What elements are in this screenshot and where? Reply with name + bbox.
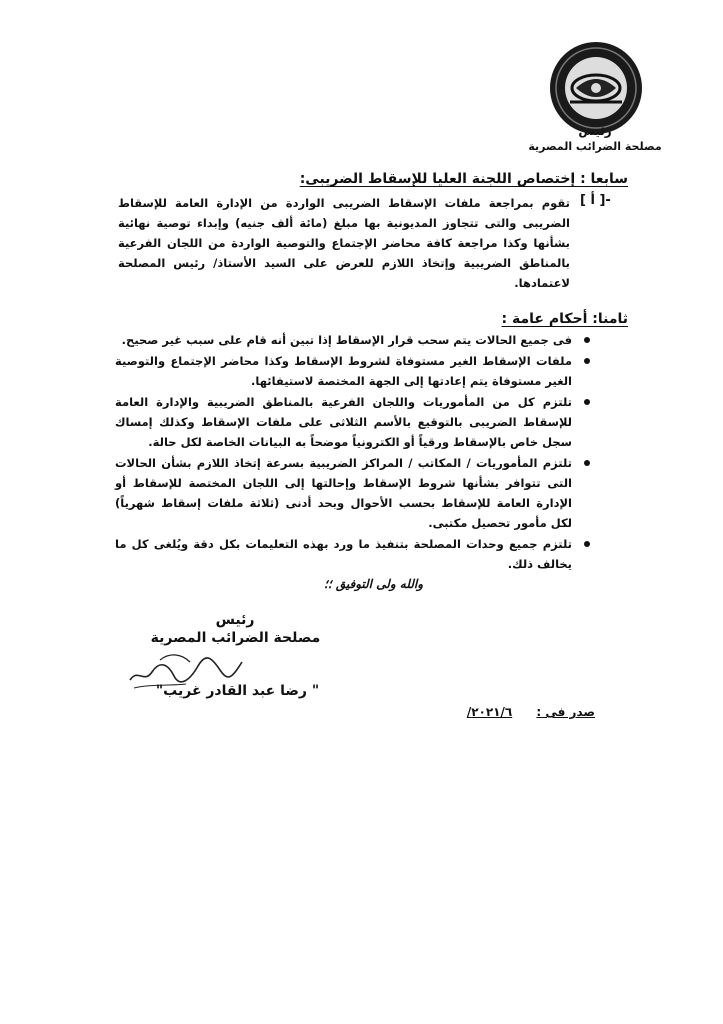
list-item [115,534,590,574]
list-item-text: تلتزم كل من المأموريات واللجان الفرعية بالمناطق الضريبية والإدارة العامة للإسقاط الضريبى بالتوقيع بالأسم الثلاثى على ملفات الإسقاط وكذلك إمساك سجل خاص بالإسقاط ورقياً أو الكترونياً موضحاً به البيانات الخاصة لكل حالة. [115,395,572,449]
list-item-text: تلتزم المأموريات / المكاتب / المراكز الضريبية بسرعة إتخاذ اللازم بشأن الحالات التى تتوافر بشأنها شروط الإسقاط وإحالتها إلى اللجان المختصة للإسقاط أو الإدارة العامة للإسقاط بحسب الأحوال وبحد أدنى (ثلاثة ملفات إسقاط شهرياً) لكل مأمور تحصيل مكتبى. [115,456,572,530]
bullet-icon [584,460,590,466]
authority-title: رئيس [578,124,612,138]
item-marker-a: [ أ ]- [580,193,611,208]
list-item [115,453,590,533]
list-item-text: فى جميع الحالات يتم سحب قرار الإسقاط إذا تبين أنه قام على سبب غير صحيح. [121,333,572,347]
bullet-icon [584,337,590,343]
closing-phrase: والله ولى التوفيق ؛؛ [324,577,423,591]
authority-seal [548,40,644,136]
signatory-organization: مصلحة الضرائب المصرية [150,630,321,646]
list-item-text: تلتزم جميع وحدات المصلحة بتنفيذ ما ورد بهذه التعليمات بكل دقة ويُلغى كل ما يخالف ذلك. [115,537,572,571]
issue-date-label: صدر فى : [536,705,595,719]
issue-date-value: ٢٠٢١/٦/ [466,705,513,719]
list-item-text: ملفات الإسقاط الغير مستوفاة لشروط الإسقاط وكذا محاضر الإجتماع والتوصية الغير مستوفاة يتم إعادتها إلى الجهة المختصة لاستيفائها. [115,354,572,388]
bullet-icon [584,399,590,405]
list-item [115,392,590,452]
list-item [115,351,590,391]
authority-name: مصلحة الضرائب المصرية [528,140,662,153]
general-provisions-list [115,330,590,575]
bullet-icon [584,541,590,547]
list-item [115,330,590,350]
signatory-name: " رضا عبد القادر غريب" [155,683,320,699]
signatory-title: رئيس [215,612,255,628]
committee-duty-paragraph: تقوم بمراجعة ملفات الإسقاط الضريبى الواردة من الإدارة العامة للإسقاط الضريبى والتى تتجاوز المديونية بها مبلغ (مائة ألف جنيه) وإبداء توصية نهائية بشأنها وكذا مراجعة كافة محاضر الإجتماع والتوصية الواردة من اللجان الفرعية بالمناطق الضريبية وإتخاذ اللازم للعرض على السيد الأستاذ/ رئيس المصلحة لاعتمادها. [118,196,570,290]
section-seven-heading: سابعا : إختصاص اللجنة العليا للإسقاط الضريبى: [299,171,628,187]
bullet-icon [584,358,590,364]
section-eight-heading: ثامنا: أحكام عامة : [501,311,628,327]
issue-date-line [395,705,595,719]
